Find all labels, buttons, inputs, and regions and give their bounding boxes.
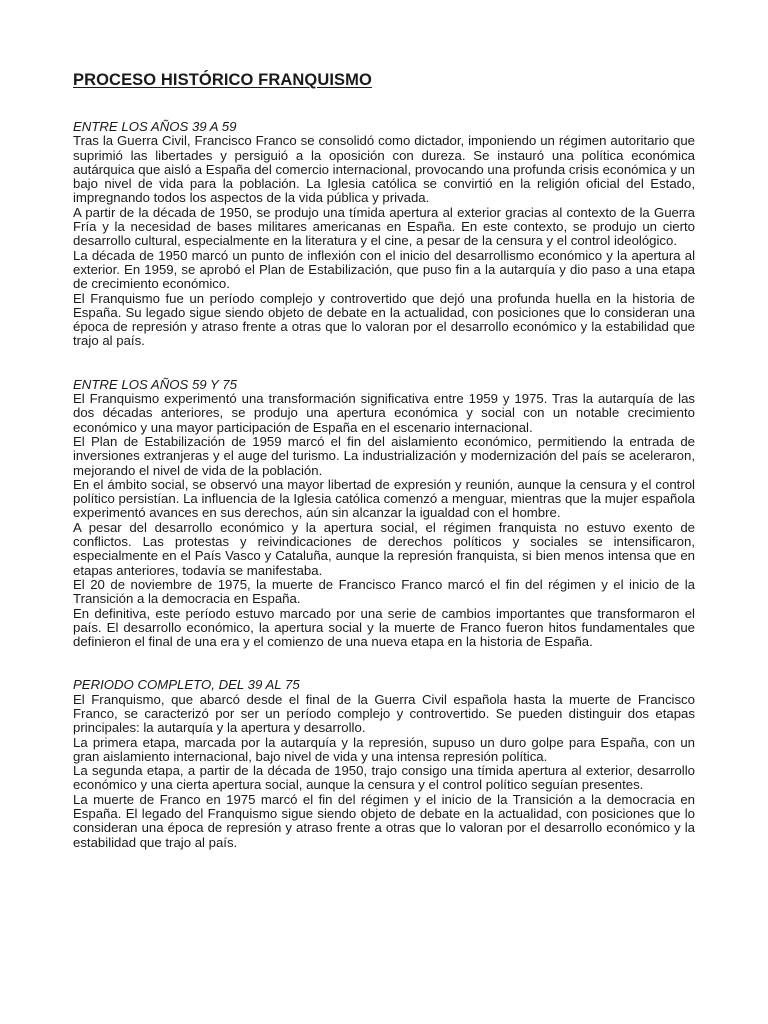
section-39-59 bbox=[73, 120, 695, 349]
paragraph: Tras la Guerra Civil, Francisco Franco se consolidó como dictador, imponiendo un régimen autoritario que suprimió las libertades y persiguió a la oposición con dureza. Se instauró una política económica autárquica que aisló a España del comercio internacional, provocando una profunda crisis económica y un bajo nivel de vida para la población. La Iglesia católica se convirtió en la religión oficial del Estado, impregnando todos los aspectos de la vida pública y privada. bbox=[73, 133, 695, 206]
paragraph: El Plan de Estabilización de 1959 marcó el fin del aislamiento económico, permitiendo la entrada de inversiones extranjeras y el auge del turismo. La industrialización y modernización del país se aceleraron, mejorando el nivel de vida de la población. bbox=[73, 433, 695, 478]
section-59-75 bbox=[73, 378, 695, 650]
section-heading: PERIODO COMPLETO, DEL 39 AL 75 bbox=[73, 677, 300, 693]
paragraph: En definitiva, este período estuvo marcado por una serie de cambios importantes que transformaron el país. El desarrollo económico, la apertura social y la muerte de Franco fueron hitos fundamentales que definieron el final de una era y el comienzo de una nueva etapa en la historia de España. bbox=[73, 605, 695, 650]
paragraph: El Franquismo, que abarcó desde el final de la Guerra Civil española hasta la muerte de Francisco Franco, se caracterizó por ser un período complejo y controvertido. Se pueden distinguir dos etapas principales: la autarquía y la apertura y desarrollo. bbox=[73, 691, 695, 736]
paragraph: A partir de la década de 1950, se produjo una tímida apertura al exterior gracias al contexto de la Guerra Fría y la necesidad de bases militares americanas en España. En este contexto, se produjo un cierto desarrollo cultural, especialmente en la literatura y el cine, a pesar de la censura y el control ideológico. bbox=[73, 204, 695, 249]
paragraph: A pesar del desarrollo económico y la apertura social, el régimen franquista no estuvo exento de conflictos. Las protestas y reivindicaciones de derechos políticos y sociales se intensificaron, especialmente en el País Vasco y Cataluña, aunque la represión franquista, si bien menos intensa que en etapas anteriores, todavía se manifestaba. bbox=[73, 519, 695, 578]
paragraph: El Franquismo experimentó una transformación significativa entre 1959 y 1975. Tras la autarquía de las dos décadas anteriores, se produjo una apertura económica y social con un notable crecimiento económico y una mayor participación de España en el escenario internacional. bbox=[73, 391, 695, 435]
paragraph: El Franquismo fue un período complejo y controvertido que dejó una profunda huella en la historia de España. Su legado sigue siendo objeto de debate en la actualidad, con posiciones que lo consideran una época de represión y atraso frente a otras que lo valoran por el desarrollo económico y la estabilidad que trajo al país. bbox=[73, 290, 695, 349]
paragraph: La segunda etapa, a partir de la década de 1950, trajo consigo una tímida apertura al exterior, desarrollo económico y una cierta apertura social, aunque la censura y el control político seguían presentes. bbox=[73, 763, 695, 793]
section-heading: ENTRE LOS AÑOS 39 A 59 bbox=[73, 119, 237, 134]
section-39-75 bbox=[73, 678, 695, 850]
document-title: PROCESO HISTÓRICO FRANQUISMO bbox=[73, 71, 372, 89]
paragraph: El 20 de noviembre de 1975, la muerte de Francisco Franco marcó el fin del régimen y el inicio de la Transición a la democracia en España. bbox=[73, 576, 695, 607]
paragraph: La primera etapa, marcada por la autarquía y la represión, supuso un duro golpe para España, con un gran aislamiento internacional, bajo nivel de vida y una intensa represión política. bbox=[73, 734, 695, 764]
paragraph: En el ámbito social, se observó una mayor libertad de expresión y reunión, aunque la censura y el control político persistían. La influencia de la Iglesia católica comenzó a menguar, mientras que la mujer española experimentó avances en sus derechos, aún sin alcanzar la igualdad con el hombre. bbox=[73, 476, 695, 521]
document-page bbox=[73, 70, 695, 850]
section-heading: ENTRE LOS AÑOS 59 Y 75 bbox=[73, 376, 237, 392]
paragraph: La década de 1950 marcó un punto de inflexión con el inicio del desarrollismo económico y la apertura al exterior. En 1959, se aprobó el Plan de Estabilización, que puso fin a la autarquía y dio paso a una etapa de crecimiento económico. bbox=[73, 247, 695, 292]
paragraph: La muerte de Franco en 1975 marcó el fin del régimen y el inicio de la Transición a la democracia en España. El legado del Franquismo sigue siendo objeto de debate en la actualidad, con posiciones que lo consideran una época de represión y atraso frente a otras que lo valoran por el desarrollo económico y la estabilidad que trajo al país. bbox=[73, 791, 695, 850]
